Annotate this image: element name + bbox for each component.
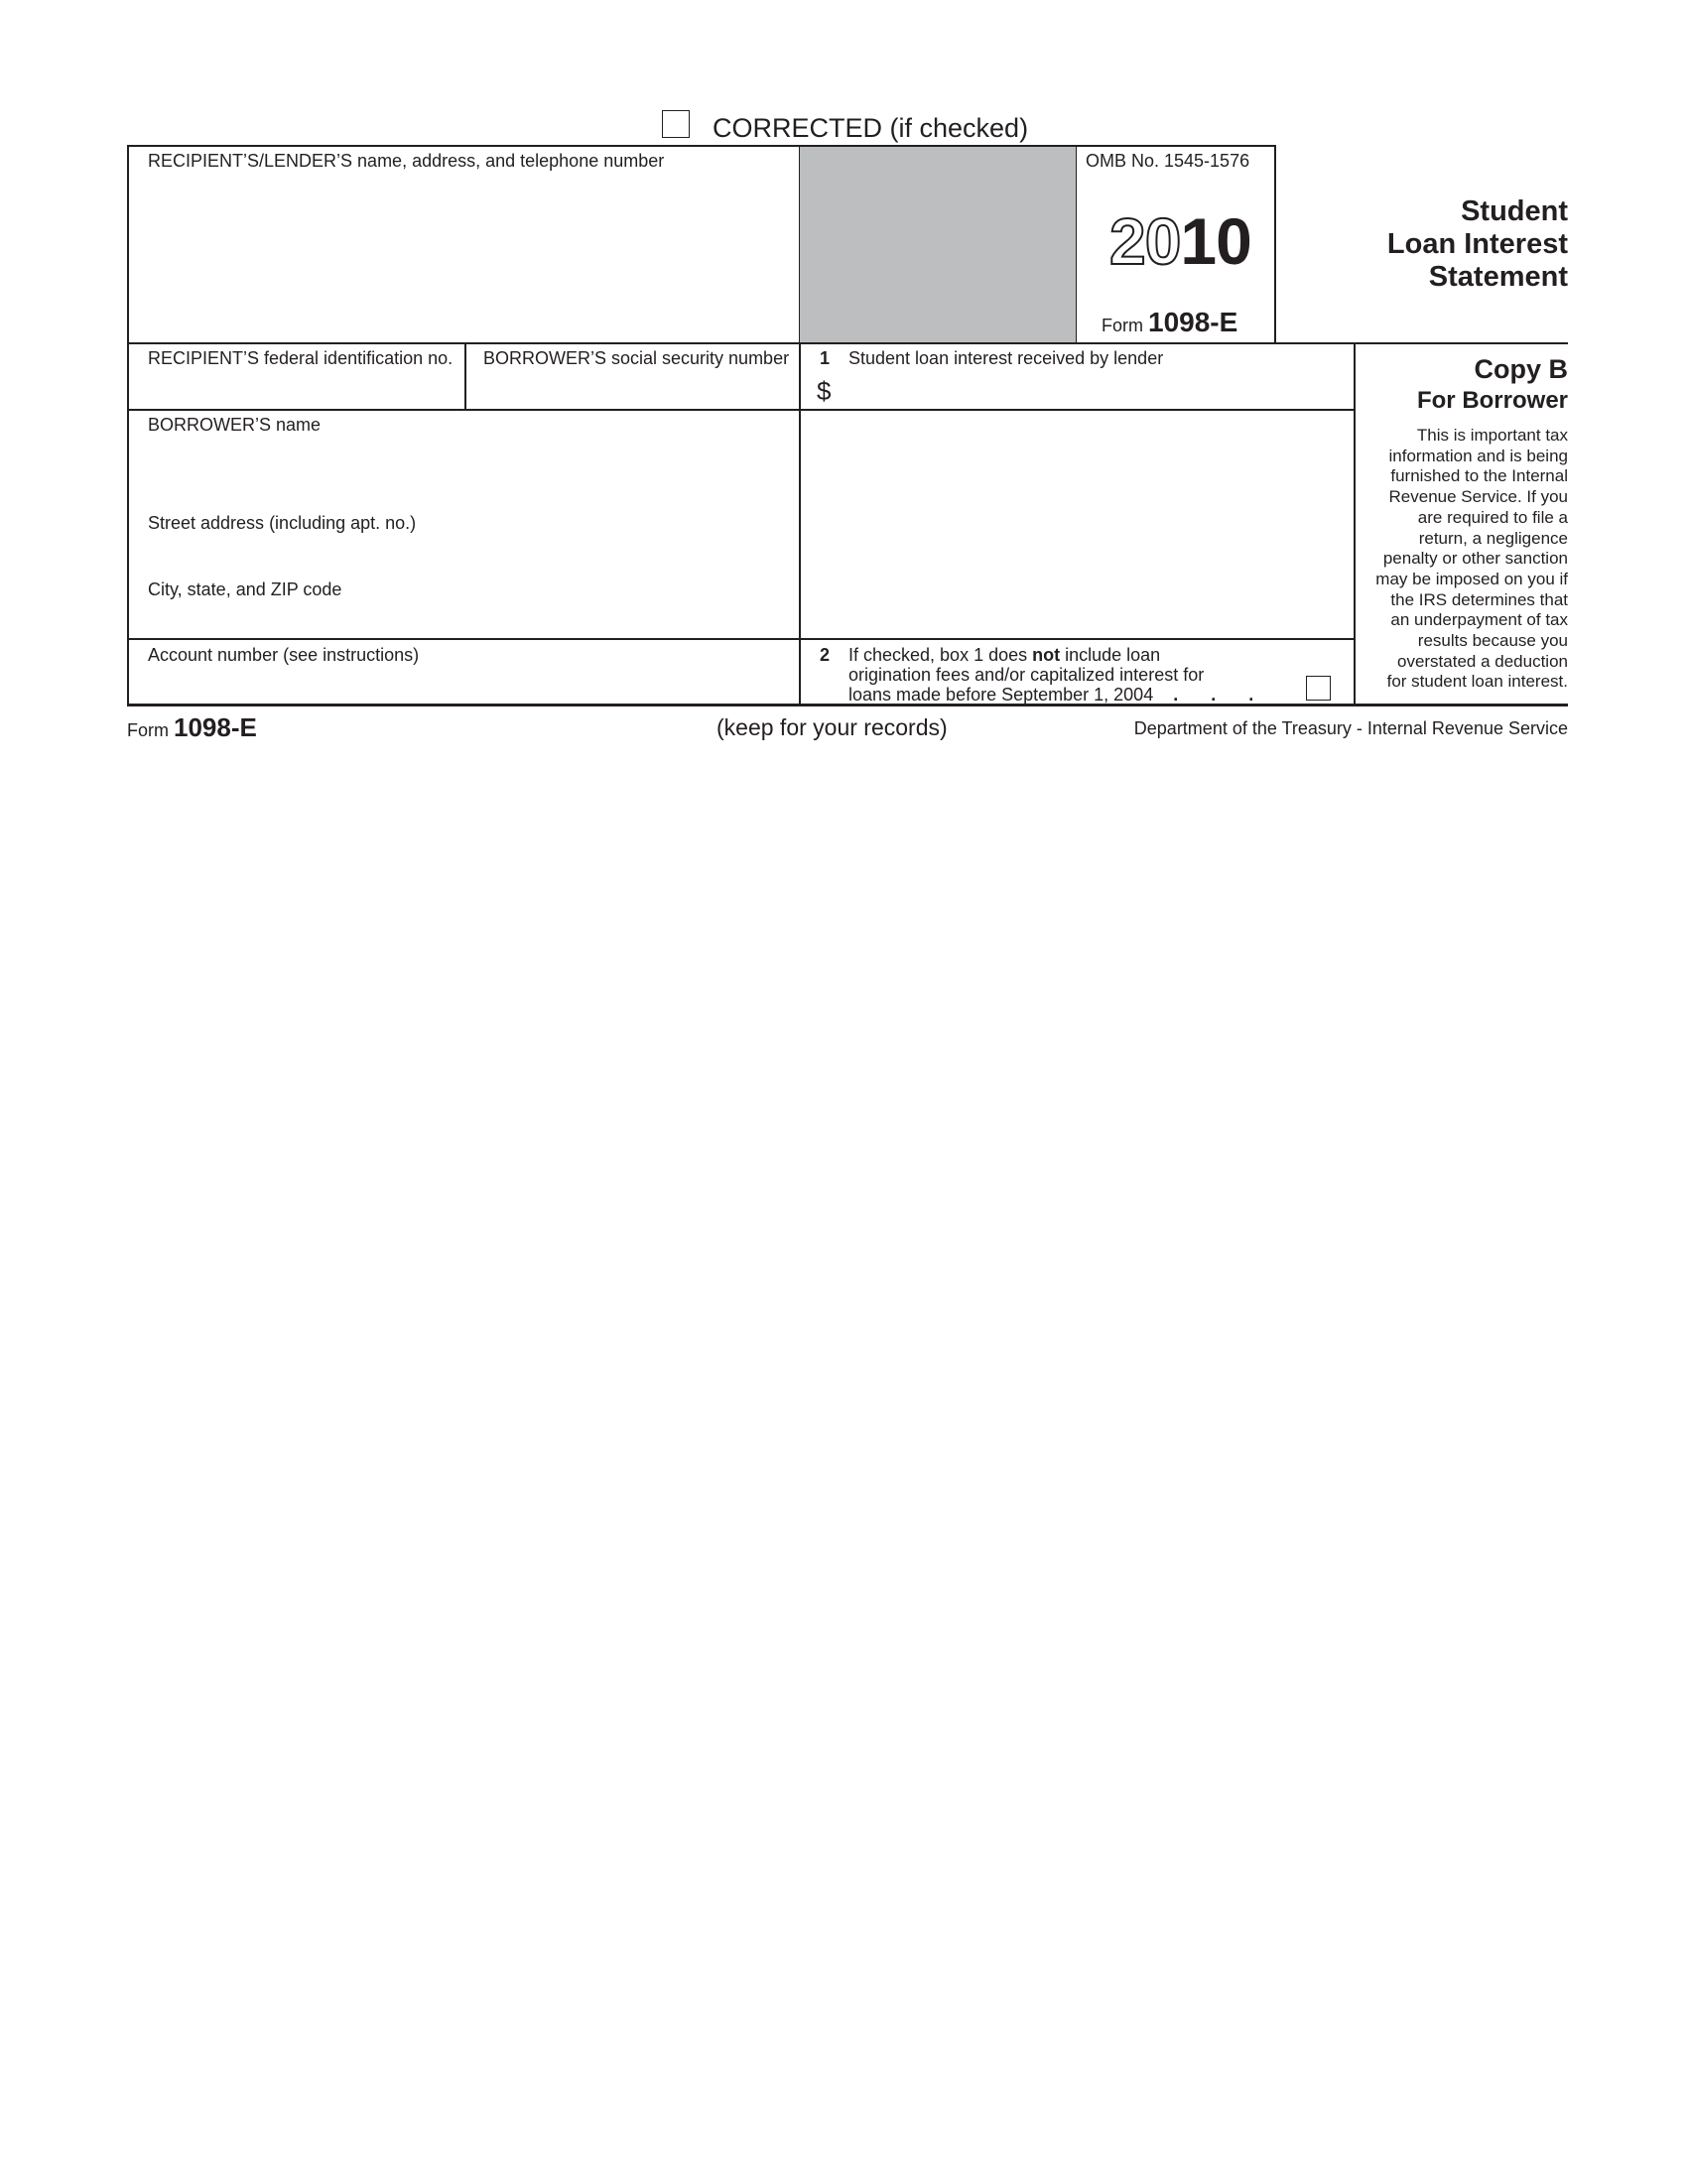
notice-line: for student loan interest. bbox=[1386, 672, 1568, 692]
street-address-field[interactable] bbox=[131, 536, 794, 576]
notice-line: may be imposed on you if bbox=[1375, 569, 1568, 588]
box1-number: 1 bbox=[820, 348, 831, 368]
footer-department: Department of the Treasury - Internal Revenue Service bbox=[1133, 718, 1568, 738]
notice-line: the IRS determines that bbox=[1390, 589, 1568, 609]
shaded-area bbox=[800, 147, 1076, 342]
box2-line-3 bbox=[848, 685, 1267, 705]
form-left-border bbox=[127, 145, 129, 706]
form-title bbox=[1290, 195, 1568, 294]
box2-leader-dots: . . . bbox=[1173, 685, 1268, 705]
notice-line: Revenue Service. If you bbox=[1388, 487, 1568, 507]
footer-form-name bbox=[127, 710, 257, 747]
box2-checkbox[interactable] bbox=[1306, 676, 1331, 701]
copy-notice bbox=[1352, 426, 1568, 693]
borrower-ssn-label: BORROWER’S social security number bbox=[483, 348, 790, 368]
form-bottom-border bbox=[127, 704, 1568, 707]
borrower-name-label: BORROWER’S name bbox=[148, 415, 322, 435]
box2-line-1 bbox=[848, 645, 1267, 665]
notice-line: penalty or other sanction bbox=[1382, 549, 1568, 569]
box2-text-before: If checked, box 1 does bbox=[848, 645, 1033, 665]
form-number-top: 1098-E bbox=[1148, 307, 1238, 337]
box2-line-2: origination fees and/or capitalized interest for bbox=[848, 665, 1205, 685]
notice-line: information and is being bbox=[1388, 446, 1568, 465]
recipient-fed-id-field[interactable] bbox=[131, 371, 461, 407]
title-line-1: Student bbox=[1461, 195, 1568, 227]
account-number-label: Account number (see instructions) bbox=[148, 645, 420, 665]
box2-text-after: include loan bbox=[1060, 645, 1161, 665]
tax-year-solid: 10 bbox=[1180, 204, 1251, 278]
corrected-checkbox[interactable] bbox=[662, 110, 690, 138]
box2-number: 2 bbox=[820, 645, 831, 665]
copy-title: Copy B bbox=[1474, 354, 1568, 384]
recipient-name-label: RECIPIENT’S/LENDER’S name, address, and telephone number bbox=[148, 151, 665, 171]
box2-text bbox=[848, 645, 1267, 705]
notice-line: This is important tax bbox=[1416, 426, 1568, 445]
title-line-3: Statement bbox=[1428, 261, 1568, 293]
box2-text-bold: not bbox=[1032, 645, 1061, 665]
footer-form-number: 1098-E bbox=[174, 712, 257, 742]
form-top-border bbox=[127, 145, 1275, 147]
row2-divider bbox=[127, 409, 1355, 411]
box2-line-3-text: loans made before September 1, 2004 bbox=[848, 685, 1154, 705]
borrower-ssn-field[interactable] bbox=[468, 371, 796, 407]
account-number-field[interactable] bbox=[131, 668, 794, 702]
notice-line: return, a negligence bbox=[1418, 528, 1568, 548]
corrected-label: CORRECTED (if checked) bbox=[713, 113, 1029, 143]
recipient-name-field[interactable] bbox=[131, 173, 794, 337]
street-address-label: Street address (including apt. no.) bbox=[148, 513, 417, 533]
row3-divider bbox=[127, 638, 1355, 640]
notice-line: furnished to the Internal bbox=[1390, 466, 1568, 486]
footer-keep-note: (keep for your records) bbox=[716, 714, 948, 740]
notice-line: are required to file a bbox=[1417, 507, 1568, 527]
form-prefix-top: Form bbox=[1102, 316, 1143, 335]
borrower-name-field[interactable] bbox=[131, 438, 794, 507]
tax-year-outline: 20 bbox=[1109, 204, 1181, 278]
title-line-2: Loan Interest bbox=[1386, 228, 1568, 260]
city-state-zip-field[interactable] bbox=[131, 602, 794, 636]
column-divider-ids bbox=[464, 342, 466, 410]
footer-form-prefix: Form bbox=[127, 720, 169, 740]
tax-year bbox=[1109, 206, 1251, 276]
column-divider-title bbox=[1274, 145, 1276, 343]
box1-label: Student loan interest received by lender bbox=[848, 348, 1164, 368]
box1-dollar-sign: $ bbox=[817, 376, 832, 406]
form-name-top bbox=[1102, 306, 1237, 342]
box1-amount-field[interactable] bbox=[839, 373, 1350, 407]
notice-line: an underpayment of tax bbox=[1390, 610, 1568, 630]
city-state-zip-label: City, state, and ZIP code bbox=[148, 579, 342, 599]
recipient-fed-id-label: RECIPIENT’S federal identification no. bbox=[148, 348, 454, 368]
row1-divider bbox=[127, 342, 1568, 344]
omb-number: OMB No. 1545-1576 bbox=[1086, 151, 1250, 171]
copy-subtitle: For Borrower bbox=[1416, 387, 1568, 414]
notice-line: overstated a deduction bbox=[1396, 651, 1568, 671]
notice-line: results because you bbox=[1417, 631, 1568, 651]
